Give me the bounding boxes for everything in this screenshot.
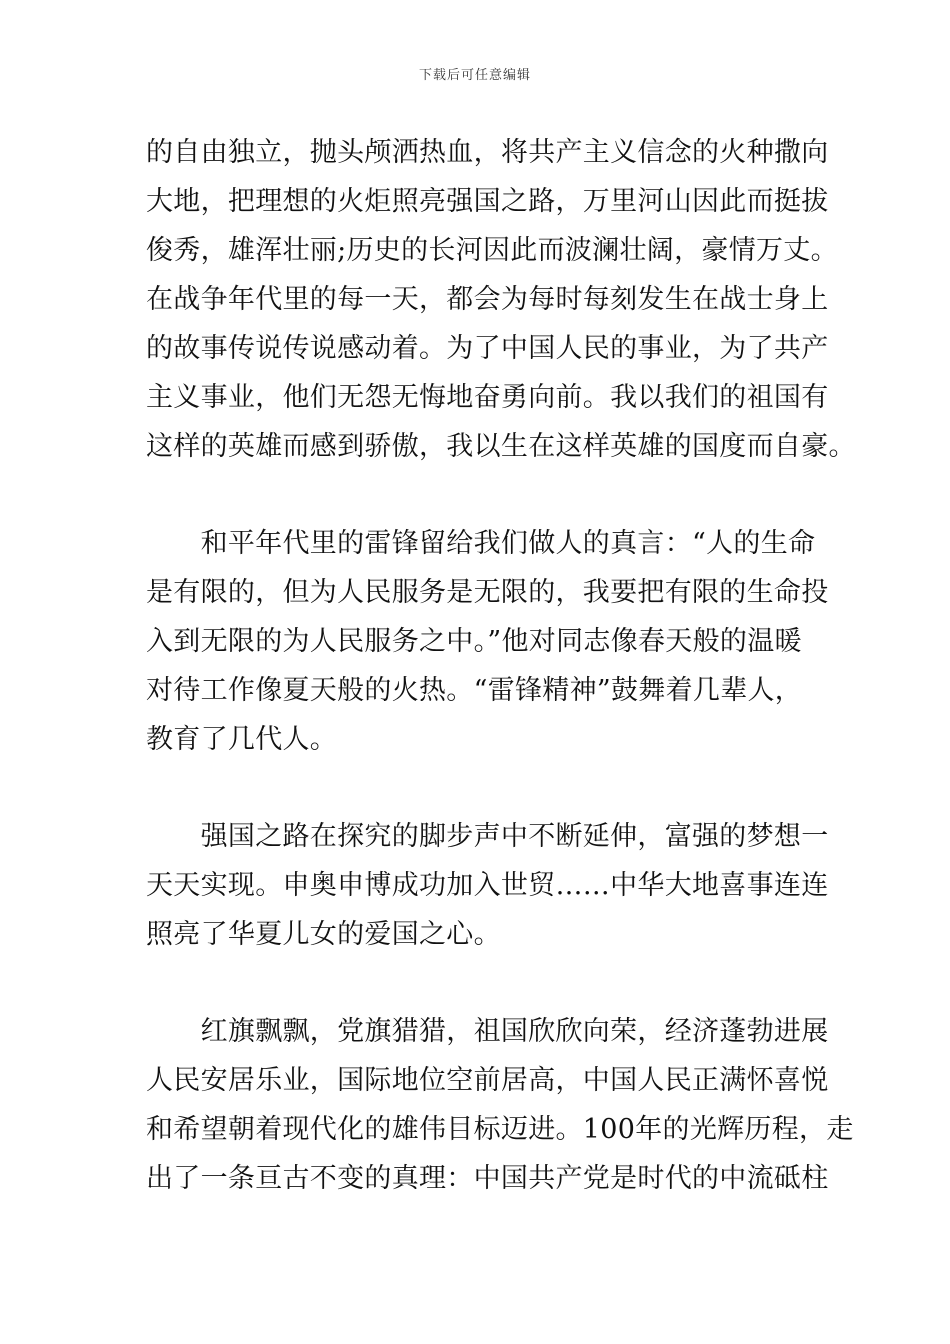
page-header: 下载后可任意编辑	[418, 68, 531, 83]
paragraph-spacer	[146, 471, 810, 519]
paragraph-spacer	[146, 959, 810, 1007]
text-line: 对待工作像夏天般的火热。“雷锋精神”鼓舞着几辈人，	[146, 675, 803, 706]
text-line: 强国之路在探究的脚步声中不断延伸，富强的梦想一	[146, 821, 829, 852]
paragraph-2	[146, 519, 829, 764]
text-line: 和平年代里的雷锋留给我们做人的真言：“人的生命	[146, 528, 816, 559]
text-line: 在战争年代里的每一天，都会为每时每刻发生在战士身上	[146, 284, 829, 315]
text-line: 入到无限的为人民服务之中。”他对同志像春天般的温暖	[146, 626, 802, 657]
text-line: 天天实现。申奥申博成功加入世贸……中华大地喜事连连	[146, 870, 829, 901]
text-line: 俊秀，雄浑壮丽;历史的长河因此而波澜壮阔，豪情万丈。	[146, 235, 838, 266]
document-body	[146, 128, 856, 1203]
text-line: 是有限的，但为人民服务是无限的，我要把有限的生命投	[146, 577, 829, 608]
text-line: 的故事传说传说感动着。为了中国人民的事业，为了共产	[146, 333, 829, 364]
text-line: 主义事业，他们无怨无悔地奋勇向前。我以我们的祖国有	[146, 382, 829, 413]
text-line: 这样的英雄而感到骄傲，我以生在这样英雄的国度而自豪。	[146, 431, 856, 462]
paragraph-3	[146, 812, 829, 959]
text-line: 教育了几代人。	[146, 724, 338, 755]
text-line: 人民安居乐业，国际地位空前居高，中国人民正满怀喜悦	[146, 1065, 829, 1096]
text-line: 大地，把理想的火炬照亮强国之路，万里河山因此而挺拔	[146, 186, 829, 217]
text-line: 和希望朝着现代化的雄伟目标迈进。100年的光辉历程，走	[146, 1114, 854, 1145]
paragraph-4	[146, 1007, 854, 1203]
paragraph-spacer	[146, 764, 810, 812]
text-line: 红旗飘飘，党旗猎猎，祖国欣欣向荣，经济蓬勃进展	[146, 1016, 829, 1047]
text-line: 的自由独立，抛头颅洒热血，将共产主义信念的火种撒向	[146, 137, 829, 168]
text-line: 照亮了华夏儿女的爱国之心。	[146, 919, 501, 950]
paragraph-1	[146, 128, 856, 471]
text-line: 出了一条亘古不变的真理：中国共产党是时代的中流砥柱	[146, 1163, 829, 1194]
